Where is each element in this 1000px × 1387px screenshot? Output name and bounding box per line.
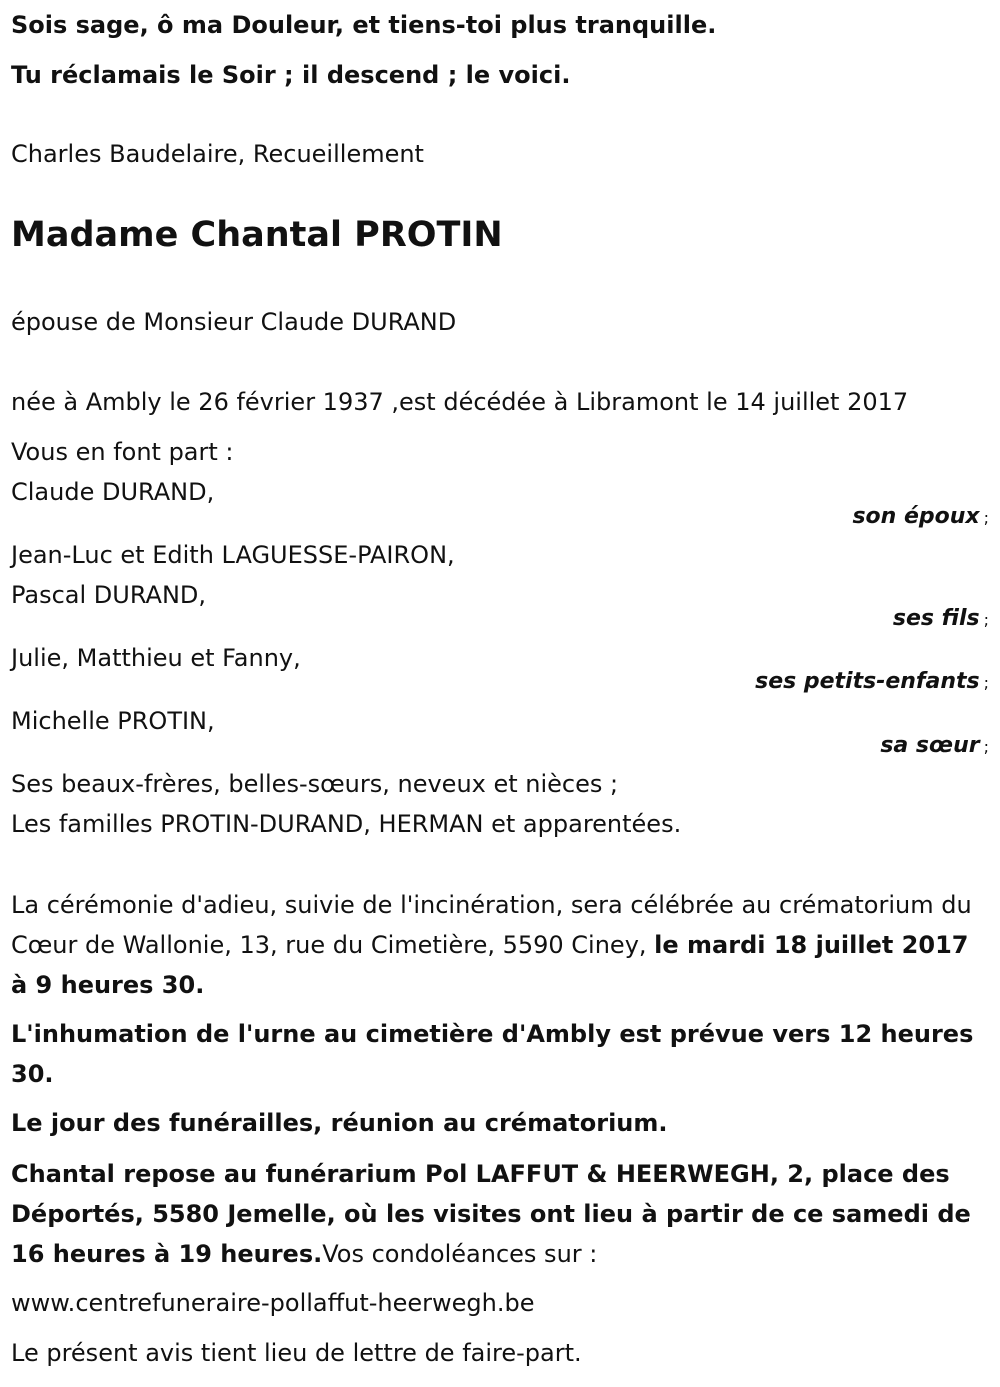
family-others-2: Les familles PROTIN-DURAND, HERMAN et apparentées. [11,810,682,838]
reunion-line: Le jour des funérailles, réunion au crématorium. [11,1109,668,1137]
family-role: sa sœur ; [880,733,989,758]
ceremony-date: le mardi 18 juillet 2017 à 9 heures 30. [11,931,969,999]
poem-line-1: Sois sage, ô ma Douleur, et tiens-toi plus tranquille. [11,11,717,39]
website-link[interactable]: www.centrefuneraire-pollaffut-heerwegh.be [11,1289,535,1317]
family-name: Claude DURAND, [11,478,215,506]
poem-attribution: Charles Baudelaire, Recueillement [11,140,424,168]
family-name: Pascal DURAND, [11,581,207,609]
closing-line: Le présent avis tient lieu de lettre de faire-part. [11,1339,582,1367]
family-role: ses petits-enfants ; [755,669,989,694]
condolences-text: Vos condoléances sur : [322,1240,598,1268]
inhumation-paragraph: L'inhumation de l'urne au cimetière d'Ambly est prévue vers 12 heures 30. [11,1020,974,1088]
ceremony-paragraph [11,885,991,1005]
family-role: ses fils ; [892,606,989,631]
spouse-line: épouse de Monsieur Claude DURAND [11,308,457,336]
birth-death-line: née à Ambly le 26 février 1937 ,est décédée à Libramont le 14 juillet 2017 [11,388,909,416]
family-name: Jean-Luc et Edith LAGUESSE-PAIRON, [11,541,455,569]
family-role: son époux ; [852,504,989,529]
deceased-name: Madame Chantal PROTIN [11,215,503,255]
repose-text: Chantal repose au funérarium Pol LAFFUT & HEERWEGH, 2, place des Déportés, 5580 Jemelle, où les visites ont lieu à partir de ce samedi de 16 heures à 19 heures. [11,1160,971,1268]
poem-line-2: Tu réclamais le Soir ; il descend ; le voici. [11,61,571,89]
family-others-1: Ses beaux-frères, belles-sœurs, neveux et nièces ; [11,770,619,798]
ceremony-text: La cérémonie d'adieu, suivie de l'incinération, sera célébrée au crématorium du Cœur de Wallonie, 13, rue du Cimetière, 5590 Ciney, [11,891,972,959]
family-intro: Vous en font part : [11,438,234,466]
repose-paragraph [11,1154,991,1274]
family-name: Julie, Matthieu et Fanny, [11,644,301,672]
family-name: Michelle PROTIN, [11,707,215,735]
